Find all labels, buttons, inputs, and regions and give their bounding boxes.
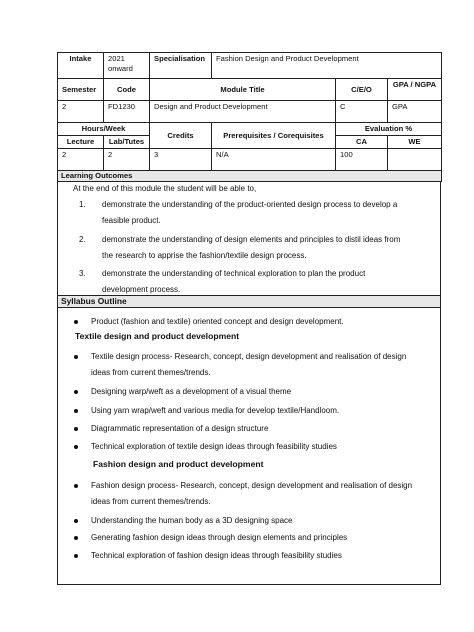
module-title-value: Design and Product Development	[150, 101, 336, 123]
syllabus-item-text: ideas from current themes/trends.	[91, 368, 211, 377]
semester-label: Semester	[58, 79, 104, 101]
ceo-value: C	[336, 101, 388, 123]
syllabus-item-text: Technical exploration of fashion design ideas through feasibility studies	[91, 551, 342, 560]
evaluation-label: Evaluation %	[336, 123, 442, 136]
outcome-line: demonstrate the understanding of technical exploration to plan the product	[102, 269, 366, 278]
we-label: WE	[388, 136, 442, 149]
labtutes-label: Lab/Tutes	[104, 136, 150, 149]
bullet-icon	[74, 409, 78, 413]
learning-outcomes-heading: Learning Outcomes	[58, 171, 442, 182]
bullet-icon	[74, 445, 78, 449]
syllabus-item-text: Designing warp/weft as a development of a visual theme	[91, 387, 292, 396]
bullet-icon	[74, 519, 78, 523]
syllabus-item-text: Generating fashion design ideas through design elements and principles	[91, 533, 348, 542]
lecture-label: Lecture	[58, 136, 104, 149]
module-info-table	[57, 52, 442, 182]
outcome-number: 3.	[79, 269, 86, 278]
syllabus-item-text: Using yarn wrap/weft and various media for develop textile/Handloom.	[91, 406, 340, 415]
prereq-value: N/A	[212, 149, 336, 171]
bullet-icon	[74, 355, 78, 359]
learning-outcomes-section	[57, 182, 441, 296]
outcome-number: 2.	[79, 235, 86, 244]
labtutes-value: 2	[104, 149, 150, 171]
outcome-line: development process.	[102, 285, 181, 294]
code-label: Code	[104, 79, 150, 101]
syllabus-item-text: Understanding the human body as a 3D designing space	[91, 516, 293, 525]
module-title-label: Module Title	[150, 79, 336, 101]
code-value: FD1230	[104, 101, 150, 123]
syllabus-section	[57, 308, 441, 585]
bullet-icon	[74, 554, 78, 558]
prereq-label: Prerequisites / Corequisites	[212, 123, 336, 149]
syllabus-item-text: Technical exploration of textile design ideas through feasibility studies	[91, 442, 337, 451]
outcome-line: demonstrate the understanding of the product-oriented design process to develop a	[102, 200, 398, 209]
bullet-icon	[74, 427, 78, 431]
semester-value: 2	[58, 101, 104, 123]
textile-subheading: Textile design and product development	[75, 331, 240, 341]
specialisation-label: Specialisation	[150, 53, 212, 79]
bullet-icon	[74, 484, 78, 488]
credits-label: Credits	[150, 123, 212, 149]
syllabus-item-text: Fashion design process- Research, concept, design development and realisation of design	[91, 481, 413, 490]
learning-outcomes-intro: At the end of this module the student will be able to,	[73, 184, 257, 193]
gpa-value: GPA	[388, 101, 442, 123]
credits-value: 3	[150, 149, 212, 171]
ca-label: CA	[336, 136, 388, 149]
outcome-line: the research to apprise the fashion/textile design process.	[102, 251, 307, 260]
syllabus-item-text: ideas from current themes/trends.	[91, 497, 211, 506]
lecture-value: 2	[58, 149, 104, 171]
hours-week-label: Hours/Week	[58, 123, 150, 136]
bullet-icon	[74, 390, 78, 394]
outcome-line: feasible product.	[102, 216, 161, 225]
fashion-subheading: Fashion design and product development	[93, 459, 264, 469]
intake-label: Intake	[58, 53, 104, 79]
bullet-icon	[74, 320, 78, 324]
module-document	[57, 52, 441, 585]
gpa-label: GPA / NGPA	[388, 79, 442, 101]
syllabus-item-text: Diagrammatic representation of a design structure	[91, 424, 269, 433]
we-value	[388, 149, 442, 171]
specialisation-value: Fashion Design and Product Development	[212, 53, 442, 79]
intake-value: 2021 onward	[104, 53, 150, 79]
syllabus-heading: Syllabus Outline	[57, 296, 441, 308]
ceo-label: C/E/O	[336, 79, 388, 101]
outcome-number: 1.	[79, 200, 86, 209]
syllabus-item-text: Textile design process- Research, concept, design development and realisation of design	[91, 352, 407, 361]
syllabus-item-text: Product (fashion and textile) oriented concept and design development.	[91, 317, 344, 326]
ca-value: 100	[336, 149, 388, 171]
outcome-line: demonstrate the understanding of design elements and principles to distil ideas from	[102, 235, 401, 244]
bullet-icon	[74, 536, 78, 540]
